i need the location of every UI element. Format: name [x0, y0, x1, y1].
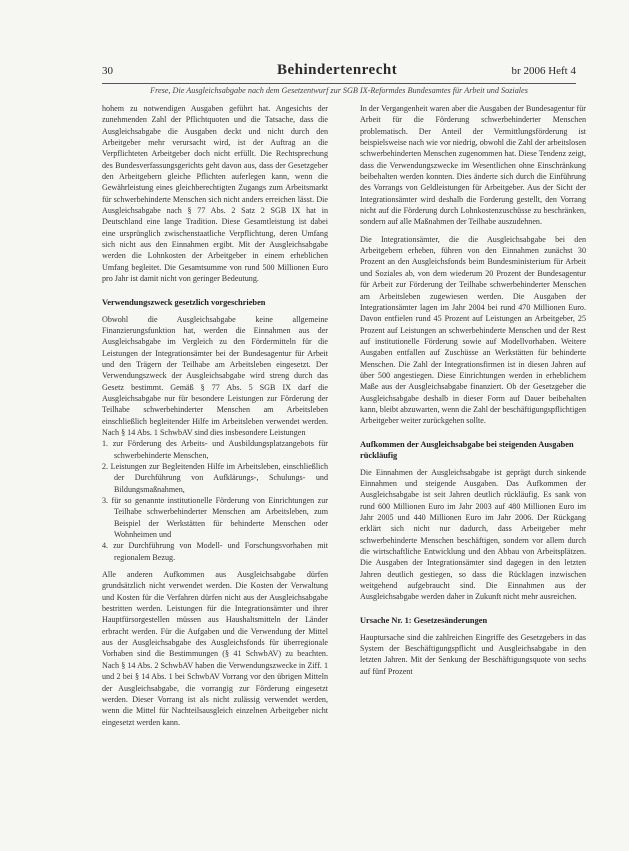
- paragraph: Obwohl die Ausgleichsabgabe keine allgemeine Finanzierungsfunktion hat, werden die Einnahmen aus der Ausgleichsabgabe im Vergleich zu den Fördermitteln für die Leistungen der Integrationsämter bei der Bundesagentur für Arbeit und den Trägern der Teilhabe am Arbeitsleben eingesetzt. Der Verwendungszweck der Ausgleichsabgabe wird streng durch das Gesetz bestimmt. Gemäß § 77 Abs. 5 SGB IX darf die Ausgleichsabgabe nur für besondere Leistungen zur Förderung der Teilhabe schwerbehinderter Menschen am Arbeitsleben einschließlich begleitender Hilfe im Arbeitsleben verwendet werden. Nach § 14 Abs. 1 SchwbAV sind dies insbesondere Leistungen: [102, 314, 328, 437]
- paragraph: Hauptursache sind die zahlreichen Eingriffe des Gesetzgebers in das System der Beschäftigungspflicht und Ausgleichsabgabe in den letzten Jahren. Mit der Senkung der Beschäftigungsquote von sechs auf fünf Prozent: [360, 632, 586, 676]
- header-rule: [102, 83, 576, 84]
- paragraph: In der Vergangenheit waren aber die Ausgaben der Bundesagentur für Arbeit für die Förderung schwerbehinderter Menschen problematisch. Der Anteil der Vermittlungsförderung ist beispielsweise nach wie vor niedrig, obwohl die Zahl der arbeitslosen schwerbehinderten Menschen zugenommen hat. Diese Tendenz zeigt, dass die Verwendungszwecke im Wesentlichen ohne Einschränkung beibehalten werden konnten. Dies änderte sich durch die Einführung des Vorrangs von Geldleistungen für Arbeitgeber. Aus der Sicht der Integrationsämter wird deshalb die Forderung gestellt, den Vorrang nicht auf die Förderung durch Lohnkostenzuschüsse zu beschränken, sondern auf alle Maßnahmen der Teilhabe auszudehnen.: [360, 104, 586, 227]
- left-column: [102, 103, 328, 728]
- paragraph: Die Einnahmen der Ausgleichsabgabe ist geprägt durch sinkende Einnahmen und steigende Ausgaben. Das Aufkommen der Ausgleichsabgabe ist seit Jahren deutlich rückläufig. Es sank von rund 600 Millionen Euro im Jahr 2003 auf 480 Millionen Euro im Jahr 2005 und 440 Millionen Euro im Jahr 2006. Der Rückgang erklärt sich nicht nur dadurch, dass Arbeitgeber mehr schwerbehinderte Menschen beschäftigen, sondern vor allem durch die wirtschaftliche Entwicklung und den Abbau von Arbeitsplätzen. Die Ausgaben der Integrationsämter sind dagegen in den letzten Jahren deutlich gestiegen, so dass die Rücklagen inzwischen weitgehend aufgebraucht sind. Die Einnahmen aus der Ausgleichsabgabe werden daher in Zukunft nicht mehr ausreichen.: [360, 467, 586, 602]
- section-heading: Ursache Nr. 1: Gesetzesänderungen: [360, 615, 488, 625]
- numbered-list: [102, 438, 328, 563]
- paragraph: hohem zu notwendigen Ausgaben geführt hat. Angesichts der zunehmenden Zahl der Pflichtquoten und die Tatsache, dass die Ausgleichsabgabe die Ausgaben deckt und nicht durch den Arbeitgeber mehr verursacht wird, ist der Auftrag an die Verpflichteten Arbeitgeber doch nicht erfüllt. Die Rechtsprechung des Bundesverfassungsgerichts geht davon aus, dass der Gesetzgeber den Arbeitgebern gleiche Pflichten auferlegen kann, wenn die Gewährleistung eines gleichberechtigten Zugangs zum Arbeitsmarkt für schwerbehinderte Menschen sich nicht anders erreichen lässt. Die Ausgleichsabgabe nach § 77 Abs. 2 Satz 2 SGB IX hat in Deutschland eine lange Tradition. Diese Gesamtleistung ist dabei eine ursprünglich zwischenstaatliche Verpflichtung, deren Umfang sich nicht aus den Einnahmen ergibt. Mit der Ausgleichsabgabe werden die Lohnkosten der Arbeitgeber in einem erheblichen Umfang begleitet. Die Gesamtsumme von rund 500 Millionen Euro pro Jahr ist damit nicht von geringer Bedeutung.: [102, 104, 328, 284]
- paragraph: Alle anderen Aufkommen aus Ausgleichsabgabe dürfen grundsätzlich nicht verwendet werden. Die Kosten der Verwaltung und Kosten für die Verfahren dürfen nicht aus der Ausgleichsabgabe bestritten werden. Leistungen für die Integrationsämter und ihrer Hauptfürsorgestellen müssen aus Haushaltsmitteln der Länder erbracht werden. Für die Aufgaben und die Verwendung der Mittel aus der Ausgleichsabgabe des Ausgleichsfonds für überregionale Vorhaben sind die Bestimmungen (§ 41 SchwbAV) zu beachten. Nach § 14 Abs. 2 SchwbAV haben die Verwendungszwecke in Ziff. 1 und 2 bei § 14 Abs. 1 bei SchwbAV Vorrang vor den übrigen Mitteln der Ausgleichsabgabe, die vorrangig zur Förderung eingesetzt werden. Dieser Vorrang ist als nicht zulässig verwendet werden, wenn die Mittel für Nachteilsausgleich einzelnen Arbeitgeber nicht eingesetzt werden kann.: [102, 570, 328, 727]
- article-subtitle: Frese, Die Ausgleichsabgabe nach dem Gesetzentwurf zur SGB IX-Reformdes Bundesamtes für Arbeit und Soziales: [150, 86, 528, 95]
- list-item: 1. zur Förderung des Arbeits- und Ausbildungsplatzangebots für schwerbehinderte Menschen,: [102, 439, 328, 460]
- page-number: 30: [102, 65, 113, 77]
- paragraph: Die Integrationsämter, die die Ausgleichsabgabe bei den Arbeitgebern erheben, führen von den Einnahmen zunächst 30 Prozent an den Ausgleichsfonds beim Bundesministerium für Arbeit und Soziales ab, von dem wiederum 20 Prozent der Bundesagentur für Arbeit zur Förderung der Teilhabe schwerbehinderter Menschen am Arbeitsleben zugewiesen werden. Die Ausgaben der Integrationsämter lagen im Jahr 2004 bei rund 470 Millionen Euro. Davon entfielen rund 45 Prozent auf Leistungen an Arbeitgeber, 25 Prozent auf Leistungen an schwerbehinderte Menschen und der Rest auf institutionelle Förderung sowie auf Modellvorhaben. Weitere Ausgaben entfallen auf Zuschüsse an Werkstätten für behinderte Menschen. Die Zahl der Integrationsfirmen ist in diesen Jahren auf über 500 angestiegen. Diese Einrichtungen werden in erheblichem Maße aus der Ausgleichsabgabe finanziert. Ob der Gesetzgeber die Ausgleichsabgabe deshalb in dieser Form auf Dauer beibehalten kann, bleibt abzuwarten, wenn die Zahl der beschäftigungspflichtigen Arbeitgeber weiter zurückgehen sollte.: [360, 234, 586, 426]
- right-column: [360, 103, 586, 677]
- issue-label: br 2006 Heft 4: [511, 65, 576, 77]
- list-item: 4. zur Durchführung von Modell- und Forschungsvorhaben mit regionalem Bezug.: [102, 541, 328, 562]
- list-item: 2. Leistungen zur Begleitenden Hilfe im Arbeitsleben, einschließlich der Durchführung von Aufklärungs-, Schulungs- und Bildungsmaßnahmen,: [102, 461, 328, 494]
- section-heading: Verwendungszweck gesetzlich vorgeschrieben: [102, 297, 266, 307]
- journal-title: Behindertenrecht: [277, 62, 398, 78]
- running-header: [102, 63, 576, 83]
- list-item: 3. für so genannte institutionelle Förderung von Einrichtungen zur Teilhabe schwerbehinderter Menschen am Arbeitsleben, zum Beispiel der Werkstätten für behinderte Menschen oder Wohnheimen und: [102, 496, 328, 540]
- section-heading: Aufkommen der Ausgleichsabgabe bei steigenden Ausgaben rückläufig: [360, 439, 574, 460]
